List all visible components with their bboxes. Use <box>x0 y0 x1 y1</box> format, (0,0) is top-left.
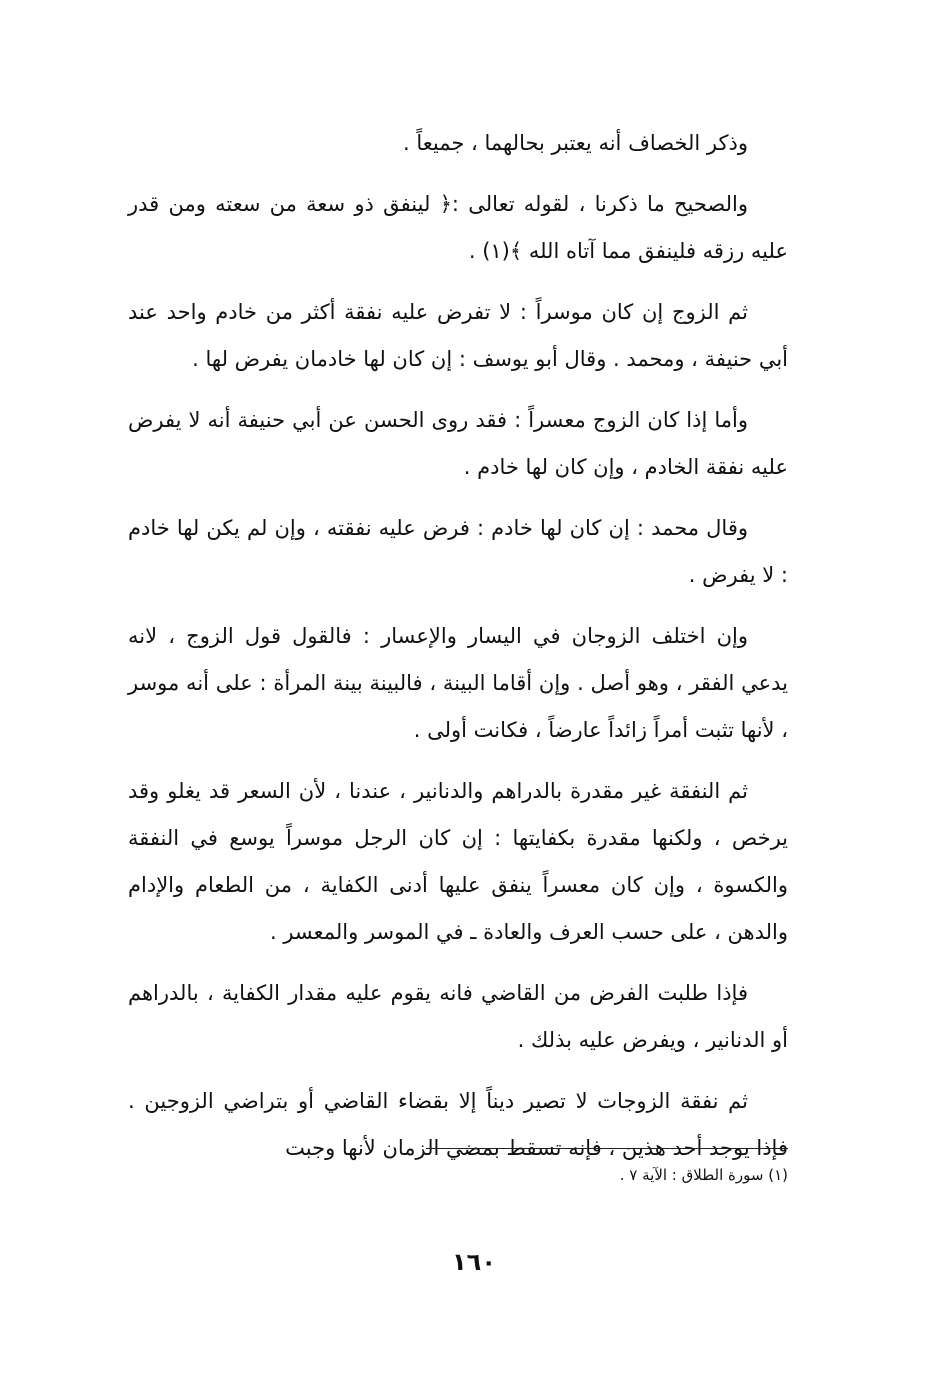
paragraph-8: فإذا طلبت الفرض من القاضي فانه يقوم عليه مقدار الكفاية ، بالدراهم أو الدنانير ، ويفرض عليه بذلك . <box>128 981 788 1052</box>
paragraph-1: وذكر الخصاف أنه يعتبر بحالهما ، جميعاً . <box>402 131 748 155</box>
paragraph-4: وأما إذا كان الزوج معسراً : فقد روى الحسن عن أبي حنيفة أنه لا يفرض عليه نفقة الخادم ، وإن كان لها خادم . <box>128 408 788 479</box>
paragraph-9: ثم نفقة الزوجات لا تصير ديناً إلا بقضاء القاضي أو بتراضي الزوجين . فإذا يوجد أحد هذين ، فإنه تسقط بمضي الزمان لأنها وجبت <box>128 1089 788 1160</box>
page-number: ١٦٠ <box>452 1248 496 1276</box>
paragraph-2: والصحيح ما ذكرنا ، لقوله تعالى :﴿ لينفق ذو سعة من سعته ومن قدر عليه رزقه فلينفق مما آتاه الله ﴾(١) . <box>128 192 788 263</box>
paragraph-6: وإن اختلف الزوجان في اليسار والإعسار : فالقول قول الزوج ، لانه يدعي الفقر ، وهو أصل . وإن أقاما البينة ، فالبينة بينة المرأة : على أنه موسر ، لأنها تثبت أمراً زائداً عارضاً ، فكانت أولى . <box>128 624 788 742</box>
page-body <box>128 120 788 1186</box>
paragraph-5: وقال محمد : إن كان لها خادم : فرض عليه نفقته ، وإن لم يكن لها خادم : لا يفرض . <box>128 516 788 587</box>
paragraph-3: ثم الزوج إن كان موسراً : لا تفرض عليه نفقة أكثر من خادم واحد عند أبي حنيفة ، ومحمد . وقال أبو يوسف : إن كان لها خادمان يفرض لها . <box>128 300 788 371</box>
footnote-divider <box>426 1148 788 1149</box>
paragraph-7: ثم النفقة غير مقدرة بالدراهم والدنانير ، عندنا ، لأن السعر قد يغلو وقد يرخص ، ولكنها مقدرة بكفايتها : إن كان الرجل موسراً يوسع في النفقة والكسوة ، وإن كان معسراً ينفق عليها أدنى الكفاية ، من الطعام والإدام والدهن ، على حسب العرف والعادة ـ في الموسر والمعسر . <box>128 779 788 944</box>
footnote: (١) سورة الطلاق : الآية ٧ . <box>619 1166 788 1184</box>
